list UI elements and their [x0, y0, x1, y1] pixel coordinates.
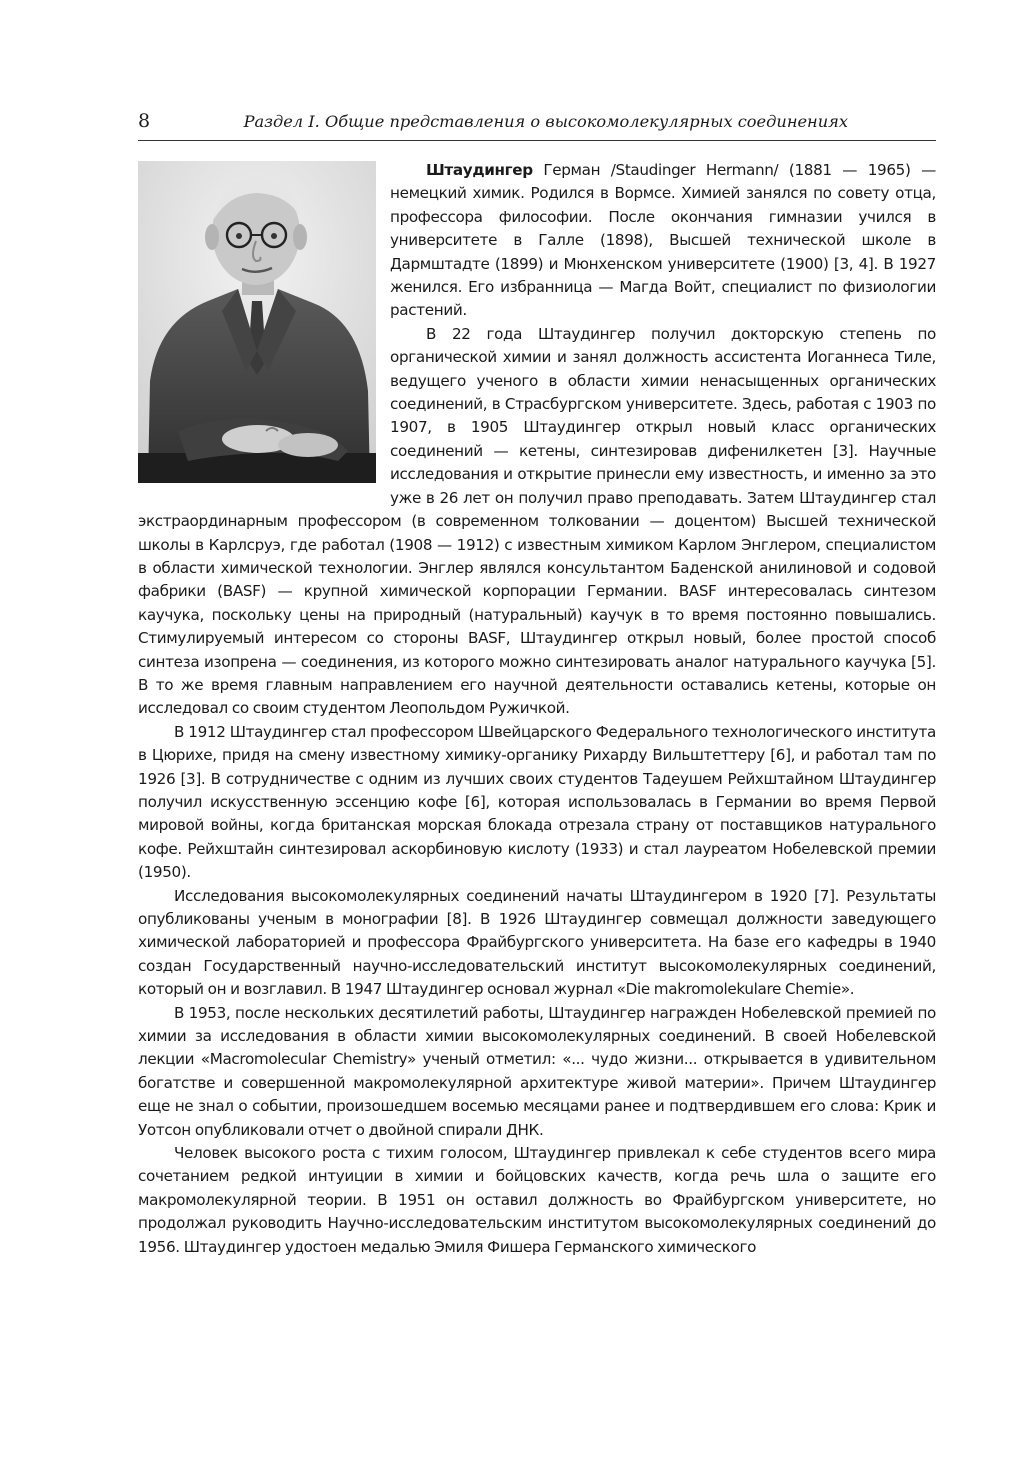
paragraph-4: Исследования высокомолекулярных соединений начаты Штаудингером в 1920 [7]. Результаты опубликованы ученым в монографии [8]. В 1926 Штаудингер совмещал должности заведующего химической лабораторией и профессора Фрайбургского университета. На базе его кафедры в 1940 создан Государственный научно-исследовательский институт высокомолекулярных соединений, который он и возглавил. В 1947 Штаудингер основал журнал «Die makromolekulare Chemie». [138, 886, 936, 999]
page [138, 110, 936, 1259]
paragraph-6: Человек высокого роста с тихим голосом, Штаудингер привлекал к себе студентов всего мира сочетанием редкой интуиции в химии и бойцовских качеств, когда речь шла о защите его макромолекулярной теории. В 1951 он оставил должность во Фрайбургском университете, но продолжал руководить Научно-исследовательским институтом высокомолекулярных соединений до 1956. Штаудингер удостоен медалью Эмиля Фишера Германского химического [138, 1144, 936, 1256]
person-name: Штаудингер [426, 161, 533, 179]
paragraph-3: В 1912 Штаудингер стал профессором Швейцарского Федерального технологического института в Цюрихе, придя на смену известному химику-органику Рихарду Вильштеттеру [6], и работал там по 1926 [3]. В сотрудничестве с одним из лучших своих студентов Тадеушем Рейхштайном Штаудингер получил искусственную эссенцию кофе [6], которая использовалась в Германии во время Первой мировой войны, когда британская морская блокада отрезала страну от поставщиков натурального кофе. Рейхштайн синтезировал аскорбиновую кислоту (1933) и стал лауреатом Нобелевской премии (1950). [138, 722, 936, 882]
running-title: Раздел I. Общие представления о высокомолекулярных соединениях [243, 112, 848, 131]
portrait-photo [138, 161, 376, 483]
paragraph-2: В 22 года Штаудингер получил докторскую степень по органической химии и занял должность ассистента Иоганнеса Тиле, ведущего ученого в области химии ненасыщенных органических соединений, в Страсбургском университете. Здесь, работая с 1903 по 1907, в 1905 Штаудингер открыл новый класс органических соединений — кетены, синтезировав дифенилкетен [3]. Научные исследования и открытие принесли ему известность, и именно за это уже в 26 лет он получил право преподавать. Затем Штаудингер стал экстраординарным профессором (в современном толковании — доцентом) Высшей технической школы в Карлсруэ, где работал (1908 — 1912) с известным химиком Карлом Энглером, специалистом в области химической технологии. Энглер являлся консультантом Баденской анилиновой и содовой фабрики (BASF) — крупной химической корпорации Германии. BASF интересовалась синтезом каучука, поскольку цены на природный (натуральный) каучук в то время постоянно повышались. Стимулируемый интересом со стороны BASF, Штаудингер открыл новый, более простой способ синтеза изопрена — соединения, из которого можно синтезировать аналог натурального каучука [5]. В то же время главным направлением его научной деятельности оставались кетены, которые он исследовал со своим студентом Леопольдом Ружичкой. [138, 324, 936, 718]
page-number: 8 [138, 110, 151, 132]
paragraph-1-text: Герман /Staudinger Hermann/ (1881 — 1965) — немецкий химик. Родился в Вормсе. Химией занялся по совету отца, профессора философии. После окончания гимназии учился в университете в Галле (1898), Высшей технической школе в Дармштадте (1899) и Мюнхенском университете (1900) [3, 4]. В 1927 женился. Его избранница — Магда Войт, специалист по физиологии растений. [390, 161, 936, 320]
page-header [138, 110, 936, 141]
article-body [138, 159, 936, 1259]
paragraph-5: В 1953, после нескольких десятилетий работы, Штаудингер награжден Нобелевской премией по химии за исследования в области химии высокомолекулярных соединений. В своей Нобелевской лекции «Macromolecular Chemistry» ученый отметил: «... чудо жизни... открывается в удивительном богатстве и совершенной макромолекулярной архитектуре живой материи». Причем Штаудингер еще не знал о событии, произошедшем восемью месяцами ранее и подтвердившем его слова: Крик и Уотсон опубликовали отчет о двойной спирали ДНК. [138, 1003, 936, 1139]
portrait-photo-icon [138, 161, 376, 483]
